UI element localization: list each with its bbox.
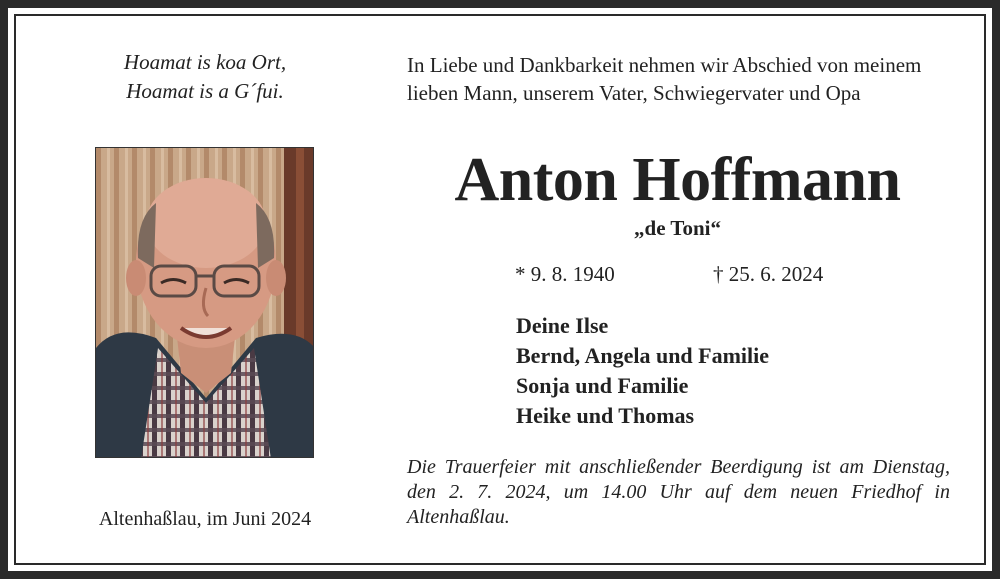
motto-line-2: Hoamat is a G´fui.: [126, 79, 284, 103]
motto: [60, 48, 350, 106]
birth-date: * 9. 8. 1940: [515, 262, 615, 286]
mourner-item: Deine Ilse: [516, 313, 609, 338]
mourner-item: Sonja und Familie: [516, 373, 689, 398]
mourner-item: Bernd, Angela und Familie: [516, 343, 770, 368]
mourners-list: [516, 311, 769, 431]
deceased-nickname: „de Toni“: [634, 216, 721, 240]
deceased-name: Anton Hoffmann: [454, 146, 901, 214]
funeral-info: Die Trauerfeier mit anschließender Beerdigung ist am Dienstag, den 2. 7. 2024, um 14.00 Uhr auf dem neuen Friedhof in Altenhaßlau.: [407, 456, 950, 528]
place-date: Altenhaßlau, im Juni 2024: [98, 508, 312, 530]
intro-text: In Liebe und Dankbarkeit nehmen wir Abschied von meinem lieben Mann, unserem Vater, Schwiegervater und Opa: [407, 53, 922, 105]
motto-line-1: Hoamat is koa Ort,: [123, 50, 287, 74]
portrait-photo: [95, 147, 314, 458]
death-date: † 25. 6. 2024: [713, 262, 824, 286]
mourner-item: Heike und Thomas: [516, 403, 695, 428]
